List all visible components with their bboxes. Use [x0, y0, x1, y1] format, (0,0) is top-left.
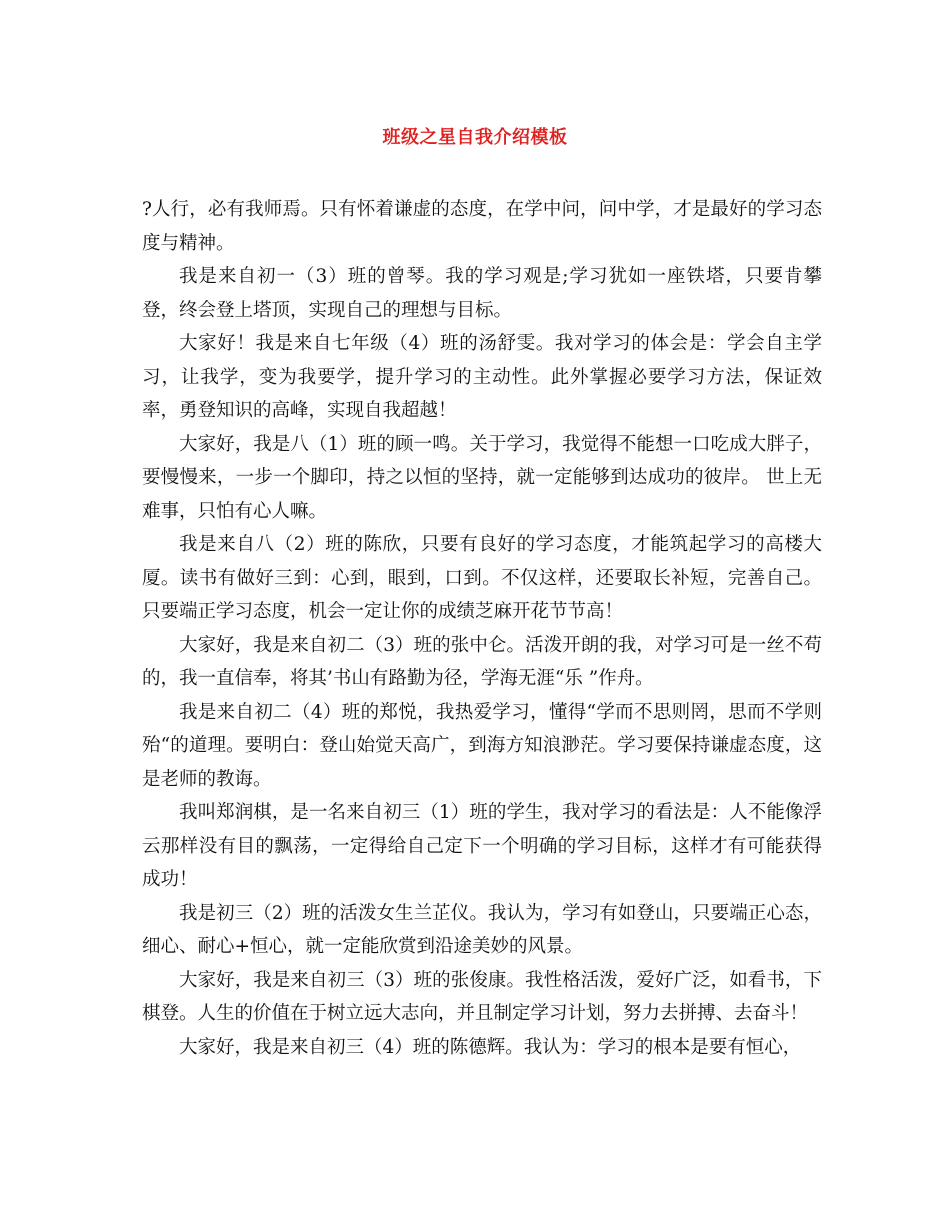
paragraph-zheng-runqi: 我叫郑润棋，是一名来自初三（1）班的学生，我对学习的看法是：人不能像浮云那样没有目的飘荡，一定得给自己定下一个明确的学习目标，这样才有可能获得成功！ [142, 802, 822, 890]
paragraph-gu-yiming: 大家好，我是八（1）班的顾一鸣。关于学习，我觉得不能想一口吃成大胖子，要慢慢来，一步一个脚印，持之以恒的坚持，就一定能够到达成功的彼岸。 世上无难事，只怕有心人嘛。 [142, 433, 822, 522]
paragraph-intro: ?人行，必有我师焉。只有怀着谦虚的态度，在学中问，问中学，才是最好的学习态度与精神。 [142, 199, 822, 254]
paragraph-zhang-zhonglun: 大家好，我是来自初二（3）班的张中仑。活泼开朗的我，对学习可是一丝不苟的，我一直信奉，将其’书山有路勤为径，学海无涯“乐 ”作舟。 [142, 634, 822, 689]
paragraph-tang-shuwen: 大家好！我是来自七年级（4）班的汤舒雯。我对学习的体会是：学会自主学习，让我学，变为我要学，提升学习的主动性。此外掌握必要学习方法，保证效率，勇登知识的高峰，实现自我超越！ [142, 333, 822, 421]
document-body [142, 193, 822, 1064]
document-title: 班级之星自我介绍模板 [382, 127, 568, 148]
paragraph-zhang-junkang: 大家好，我是来自初三（3）班的张俊康。我性格活泼，爱好广泛，如看书，下棋登。人生的价值在于树立远大志向，并且制定学习计划，努力去拼搏、去奋斗！ [142, 969, 822, 1024]
paragraph-zheng-yue: 我是来自初二（4）班的郑悦，我热爱学习，懂得“学而不思则罔，思而不学则殆“的道理。要明白：登山始觉天高广，到海方知浪渺茫。学习要保持谦虚态度，这是老师的教诲。 [142, 701, 822, 790]
paragraph-lan-zhiyi: 我是初三（2）班的活泼女生兰芷仪。我认为，学习有如登山，只要端正心态，细心、耐心+恒心，就一定能欣赏到沿途美妙的风景。 [142, 902, 822, 957]
paragraph-chen-xin: 我是来自八（2）班的陈欣，只要有良好的学习态度，才能筑起学习的高楼大厦。读书有做好三到：心到，眼到，口到。不仅这样，还要取长补短，完善自己。只要端正学习态度，机会一定让你的成绩芝麻开花节节高！ [142, 534, 822, 622]
paragraph-chen-dehui: 大家好，我是来自初三（4）班的陈德辉。我认为：学习的根本是要有恒心， [179, 1036, 802, 1058]
paragraph-zeng-qin: 我是来自初一（3）班的曾琴。我的学习观是;学习犹如一座铁塔，只要肯攀登，终会登上塔顶，实现自己的理想与目标。 [142, 266, 822, 321]
